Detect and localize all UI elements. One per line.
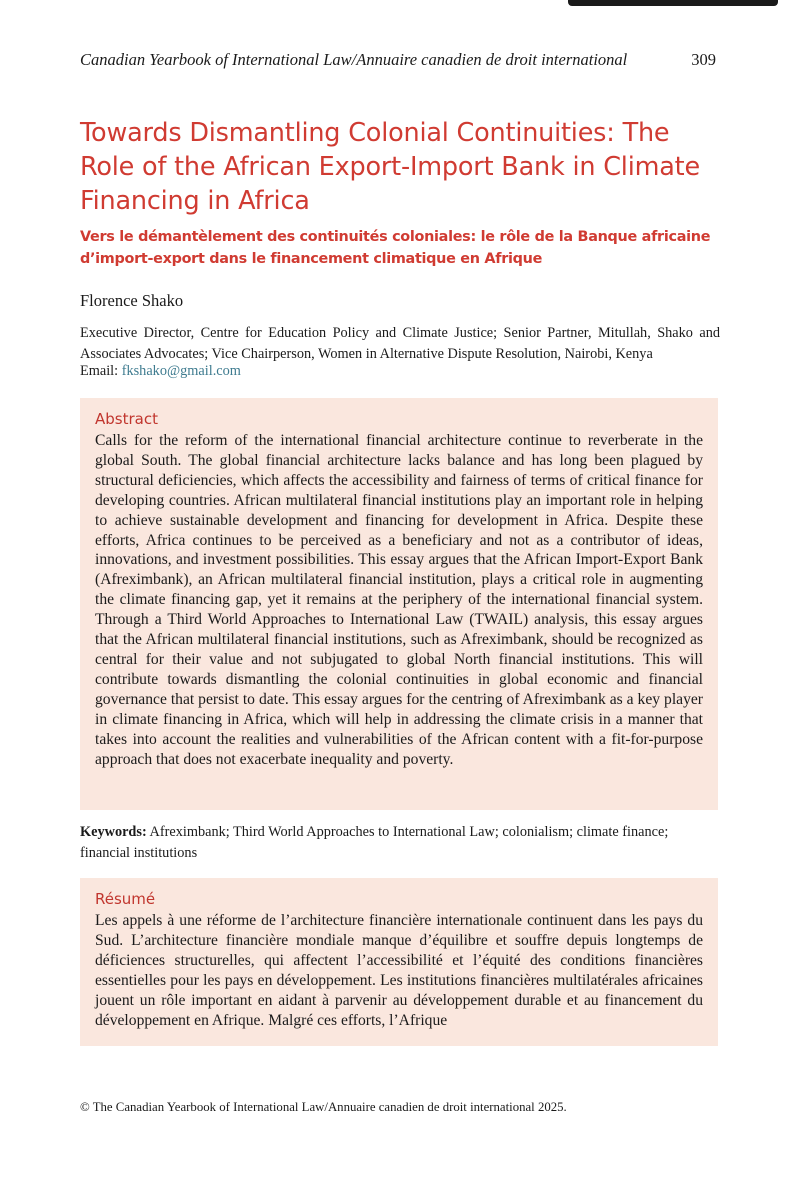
journal-name: Canadian Yearbook of International Law/Annuaire canadien de droit international [80, 50, 628, 69]
abstract-text: Calls for the reform of the international financial architecture continue to reverberate in the global South. The global financial architecture lacks balance and has long been plagued by structural deficiencies, which affects the accessibility and fairness of terms of critical finance for developing countries. African multilateral financial institutions play an important role in helping to achieve sustainable development and financing for development in Africa. Despite these efforts, Africa continues to be perceived as a beneficiary and not as a contributor of ideas, innovations, and investment possibilities. This essay argues that the African Import-Export Bank (Afreximbank), an African multilateral financial institution, plays a critical role in augmenting the climate financing gap, yet it remains at the periphery of the international financial system. Through a Third World Approaches to International Law (TWAIL) analysis, this essay argues that the African multilateral financial institutions, such as Afreximbank, should be recognized as central for their value and not subjugated to global North financial institutions. This will contribute towards dismantling the colonial continuities in global economic and financial governance that persist to date. This essay argues for the centring of Afreximbank as a key player in climate financing in Africa, which will help in addressing the climate crisis in a manner that takes into account the realities and vulnerabilities of the African content with a fit-for-purpose approach that does not exacerbate inequality and poverty. [95, 432, 703, 768]
article-title: Towards Dismantling Colonial Continuities: The Role of the African Export-Import Bank in Climate Financing in Africa [80, 118, 700, 216]
email-link[interactable]: fkshako@gmail.com [121, 363, 241, 379]
abstract-heading: Abstract [95, 410, 158, 428]
page-number: 309 [691, 50, 716, 69]
author-email-line [80, 361, 241, 382]
email-label: Email: [80, 363, 119, 379]
abstract-box [80, 398, 718, 810]
resume-text: Les appels à une réforme de l’architecture financière internationale continuent dans les pays du Sud. L’architecture financière mondiale manque d’équilibre et souffre depuis longtemps de déficiences structurelles, qui affectent l’accessibilité et l’équité des conditions financières essentielles pour les pays en développement. Les institutions financières multilatérales africaines jouent un rôle important en aidant à parvenir au développement durable et au financement du développement en Afrique. Malgré ces efforts, l’Afrique [95, 912, 703, 1029]
keywords-label: Keywords: [80, 824, 147, 840]
article-subtitle-french: Vers le démantèlement des continuités coloniales: le rôle de la Banque africaine d’import-export dans le financement climatique en Afrique [80, 229, 711, 267]
author-affiliation: Executive Director, Centre for Education Policy and Climate Justice; Senior Partner, Mitullah, Shako and Associates Advocates; Vice Chairperson, Women in Alternative Dispute Resolution, Nairobi, Kenya [80, 325, 720, 362]
keywords-text: Afreximbank; Third World Approaches to International Law; colonialism; climate finance; financial institutions [80, 824, 669, 861]
copyright-footer: © The Canadian Yearbook of International Law/Annuaire canadien de droit international 2025. [80, 1100, 567, 1114]
running-head [80, 50, 716, 70]
resume-box [80, 878, 718, 1046]
resume-heading: Résumé [95, 890, 156, 908]
author-name: Florence Shako [80, 291, 184, 310]
keywords [80, 822, 720, 864]
top-edge-bar [568, 0, 778, 6]
